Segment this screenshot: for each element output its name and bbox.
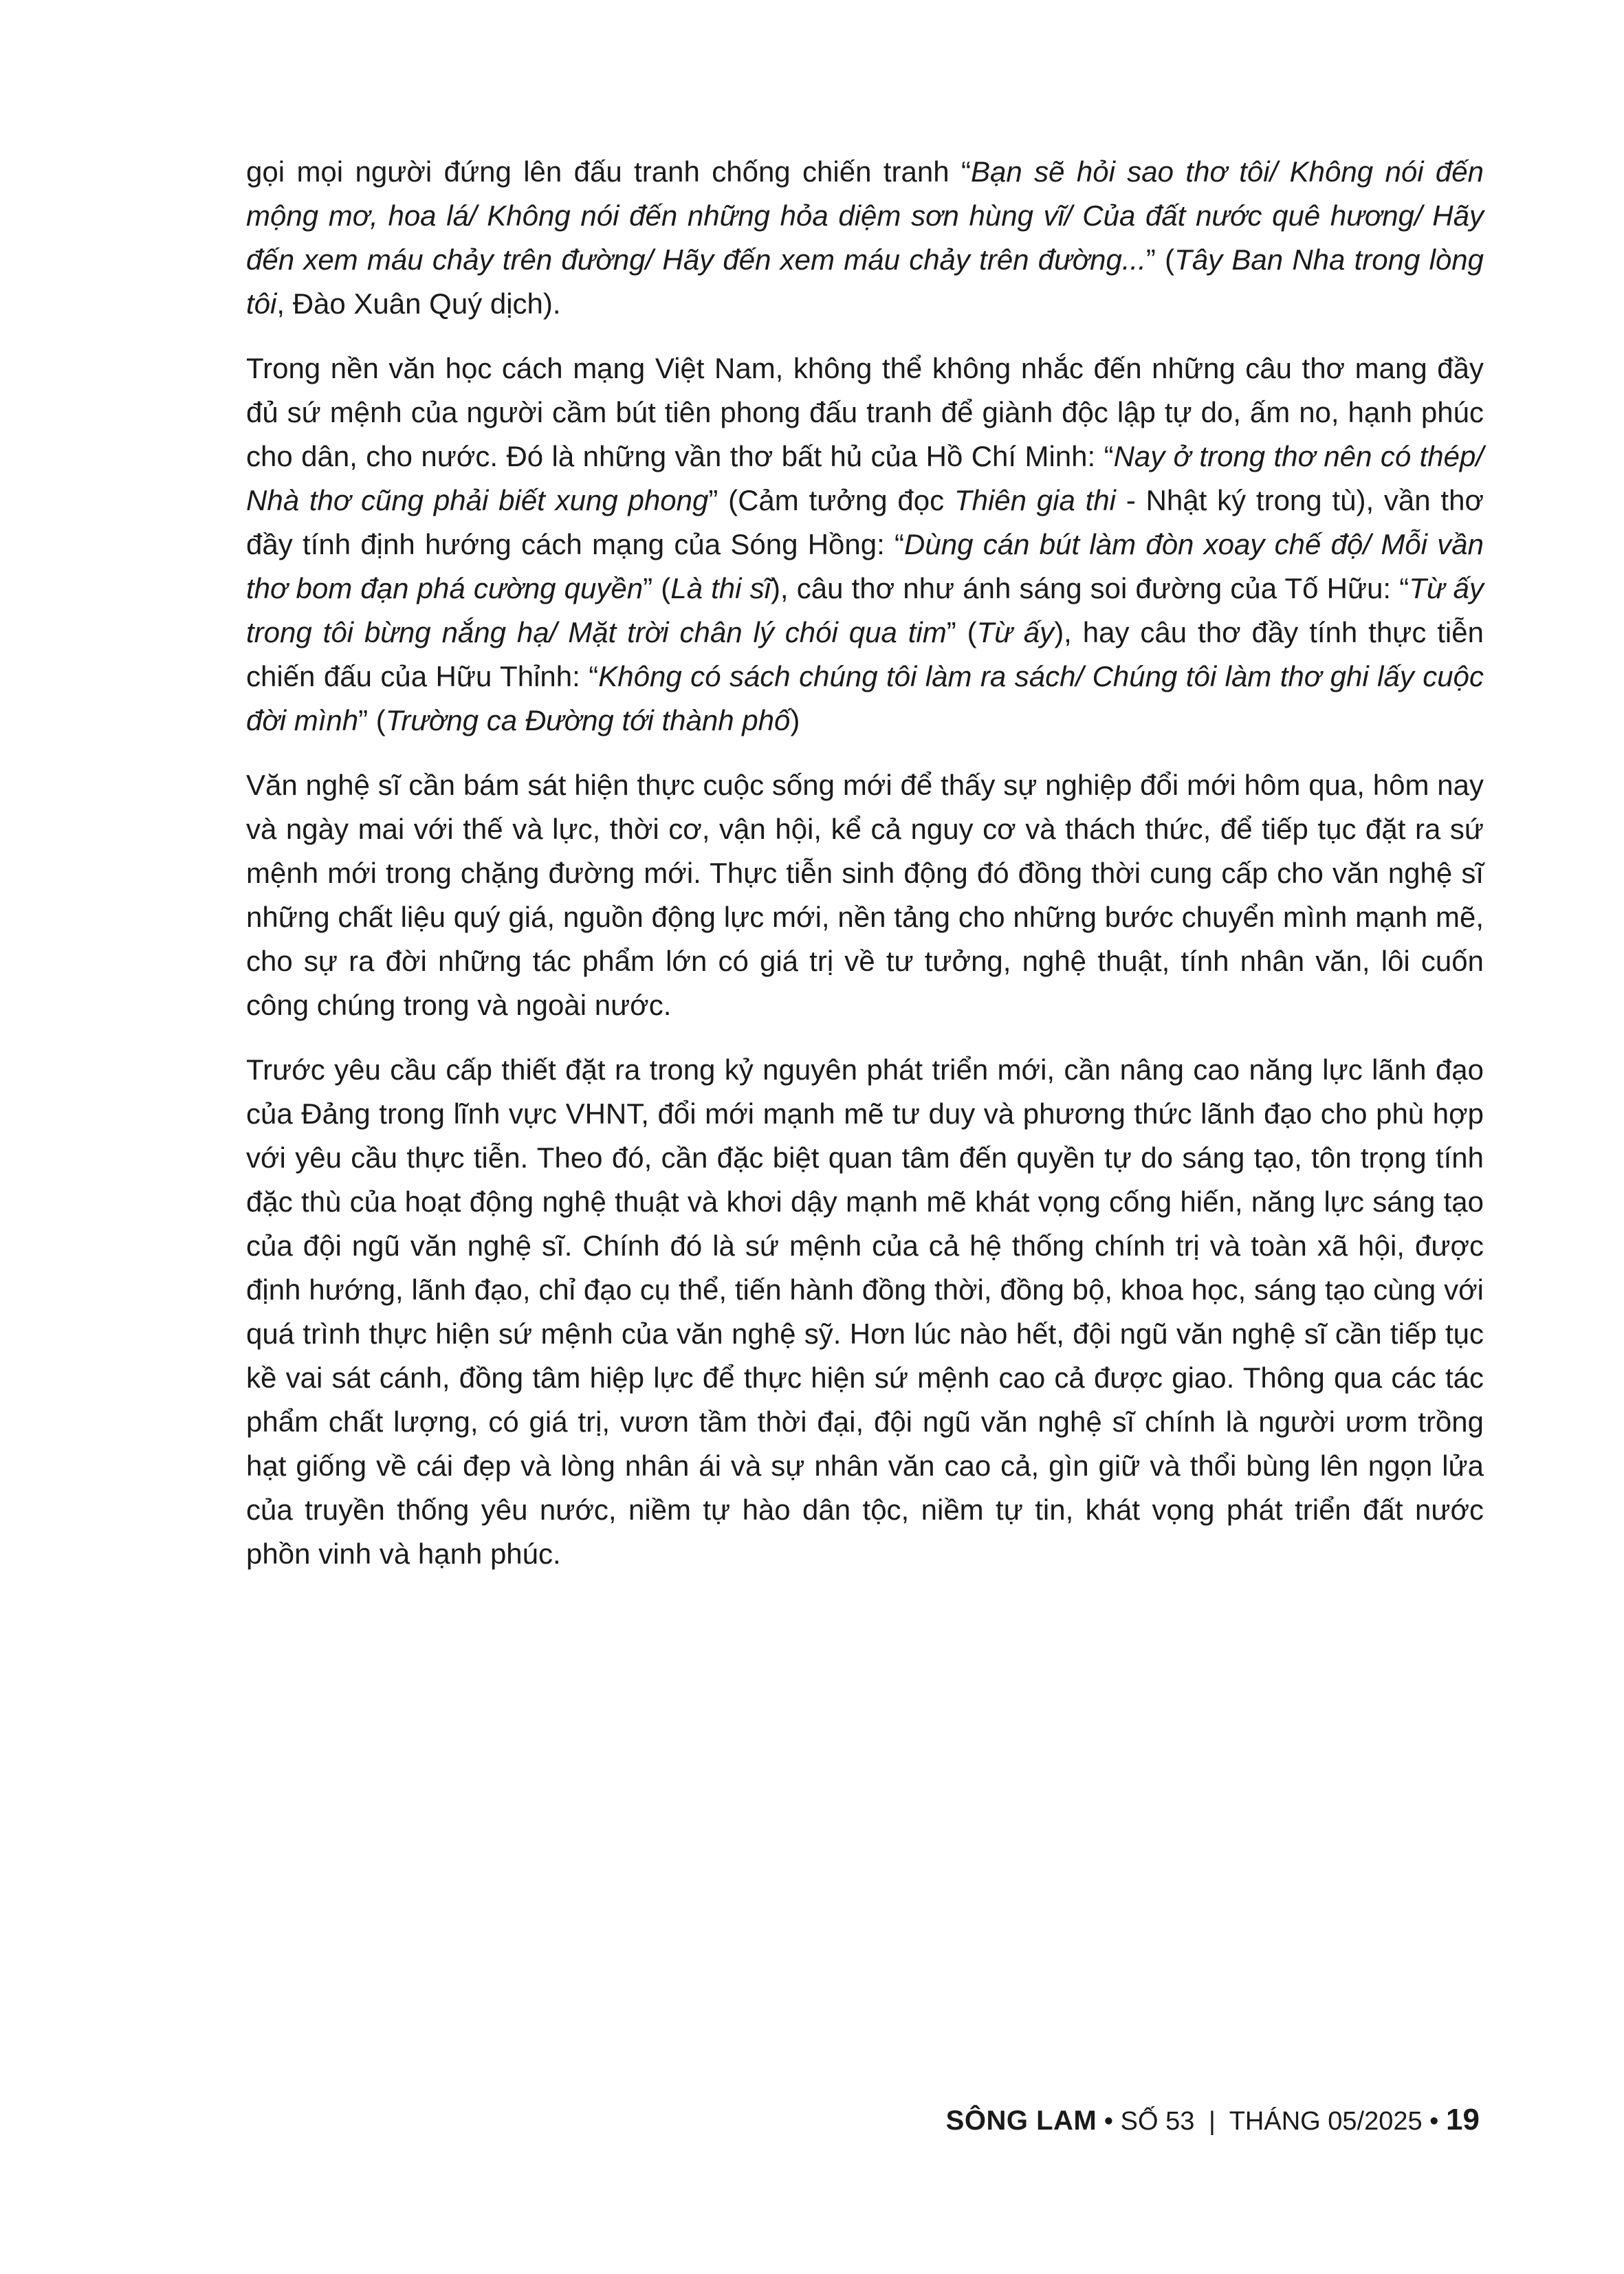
text-run: Trong nền văn học cách mạng Việt Nam, không thể không nhắc đến những câu thơ mang đầy đủ sứ mệnh của người cầm bút tiên phong đấu tranh để giành độc lập tự do, ấm no, hạnh phúc cho dân, cho nước. Đó là những vần thơ bất hủ của Hồ Chí Minh: “ <box>246 352 1484 472</box>
italic-text-run: Không có sách chúng tôi làm ra sách/ Chúng tôi làm thơ ghi lấy cuộc đời mình <box>246 660 1484 736</box>
issue-date: THÁNG 05/2025 <box>1229 2107 1423 2136</box>
text-run: ” (Cảm tưởng đọc <box>708 484 954 516</box>
text-run: ” ( <box>946 616 977 648</box>
paragraph-3 <box>246 763 1484 1027</box>
article-body <box>246 150 1484 1597</box>
issue-number: SỐ 53 <box>1120 2107 1195 2136</box>
text-run: Văn nghệ sĩ cần bám sát hiện thực cuộc sống mới để thấy sự nghiệp đổi mới hôm qua, hôm nay và ngày mai với thế và lực, thời cơ, vận hội, kể cả nguy cơ và thách thức, để tiếp tục đặt ra sứ mệnh mới trong chặng đường mới. Thực tiễn sinh động đó đồng thời cung cấp cho văn nghệ sĩ những chất liệu quý giá, nguồn động lực mới, nền tảng cho những bước chuyển mình mạnh mẽ, cho sự ra đời những tác phẩm lớn có giá trị về tư tưởng, nghệ thuật, tính nhân văn, lôi cuốn công chúng trong và ngoài nước. <box>246 769 1484 1021</box>
text-run: ) <box>790 704 800 736</box>
italic-text-run: Từ ấy <box>976 616 1055 648</box>
magazine-name: SÔNG LAM <box>945 2106 1097 2136</box>
paragraph-2 <box>246 347 1484 743</box>
paragraph-1 <box>246 150 1484 326</box>
italic-text-run: Dùng cán bút làm đòn xoay chế độ/ Mỗi vần thơ bom đạn phá cường quyền <box>246 528 1484 604</box>
italic-text-run: Tây Ban Nha trong lòng tôi <box>246 243 1484 320</box>
text-run: ), hay câu thơ đầy tính thực tiễn chiến đấu của Hữu Thỉnh: “ <box>246 616 1484 692</box>
text-run: gọi mọi người đứng lên đấu tranh chống chiến tranh “ <box>246 155 971 188</box>
italic-text-run: Nay ở trong thơ nên có thép/ Nhà thơ cũng phải biết xung phong <box>246 440 1484 516</box>
italic-text-run: Trường ca Đường tới thành phố <box>385 704 791 736</box>
italic-text-run: Bạn sẽ hỏi sao thơ tôi/ Không nói đến mộng mơ, hoa lá/ Không nói đến những hỏa diệm sơn hùng vĩ/ Của đất nước quê hương/ Hãy đến xem máu chảy trên đường/ Hãy đến xem máu chảy trên đường... <box>246 155 1484 276</box>
italic-text-run: Thiên gia thi <box>954 484 1117 516</box>
footer-bullet: • <box>1104 2107 1114 2136</box>
footer-divider: | <box>1208 2107 1216 2136</box>
text-run: ” ( <box>643 572 671 604</box>
text-run: , Đào Xuân Quý dịch). <box>276 287 561 320</box>
text-run: Trước yêu cầu cấp thiết đặt ra trong kỷ nguyên phát triển mới, cần nâng cao năng lực lãnh đạo của Đảng trong lĩnh vực VHNT, đổi mới mạnh mẽ tư duy và phương thức lãnh đạo cho phù hợp với yêu cầu thực tiễn. Theo đó, cần đặc biệt quan tâm đến quyền tự do sáng tạo, tôn trọng tính đặc thù của hoạt động nghệ thuật và khơi dậy mạnh mẽ khát vọng cống hiến, năng lực sáng tạo của đội ngũ văn nghệ sĩ. Chính đó là sứ mệnh của cả hệ thống chính trị và toàn xã hội, được định hướng, lãnh đạo, chỉ đạo cụ thể, tiến hành đồng thời, đồng bộ, khoa học, sáng tạo cùng với quá trình thực hiện sứ mệnh của văn nghệ sỹ. Hơn lúc nào hết, đội ngũ văn nghệ sĩ cần tiếp tục kề vai sát cánh, đồng tâm hiệp lực để thực hiện sứ mệnh cao cả được giao. Thông qua các tác phẩm chất lượng, có giá trị, vươn tầm thời đại, đội ngũ văn nghệ sĩ chính là người ươm trồng hạt giống về cái đẹp và lòng nhân ái và sự nhân văn cao cả, gìn giữ và thổi bùng lên ngọn lửa của truyền thống yêu nước, niềm tự hào dân tộc, niềm tự tin, khát vọng phát triển đất nước phồn vinh và hạnh phúc. <box>246 1053 1484 1570</box>
italic-text-run: Từ ấy trong tôi bừng nắng hạ/ Mặt trời chân lý chói qua tim <box>246 572 1484 648</box>
page-number: 19 <box>1446 2103 1480 2136</box>
page-footer <box>946 2103 1480 2139</box>
text-run: ” ( <box>358 704 386 736</box>
footer-bullet: • <box>1429 2107 1439 2136</box>
text-run: - Nhật ký trong tù), vần thơ đầy tính định hướng cách mạng của Sóng Hồng: “ <box>246 484 1484 560</box>
paragraph-4 <box>246 1048 1484 1576</box>
italic-text-run: Là thi sĩ <box>670 572 771 604</box>
text-run: ), câu thơ như ánh sáng soi đường của Tố Hữu: “ <box>770 572 1409 604</box>
text-run: ” ( <box>1145 243 1175 276</box>
